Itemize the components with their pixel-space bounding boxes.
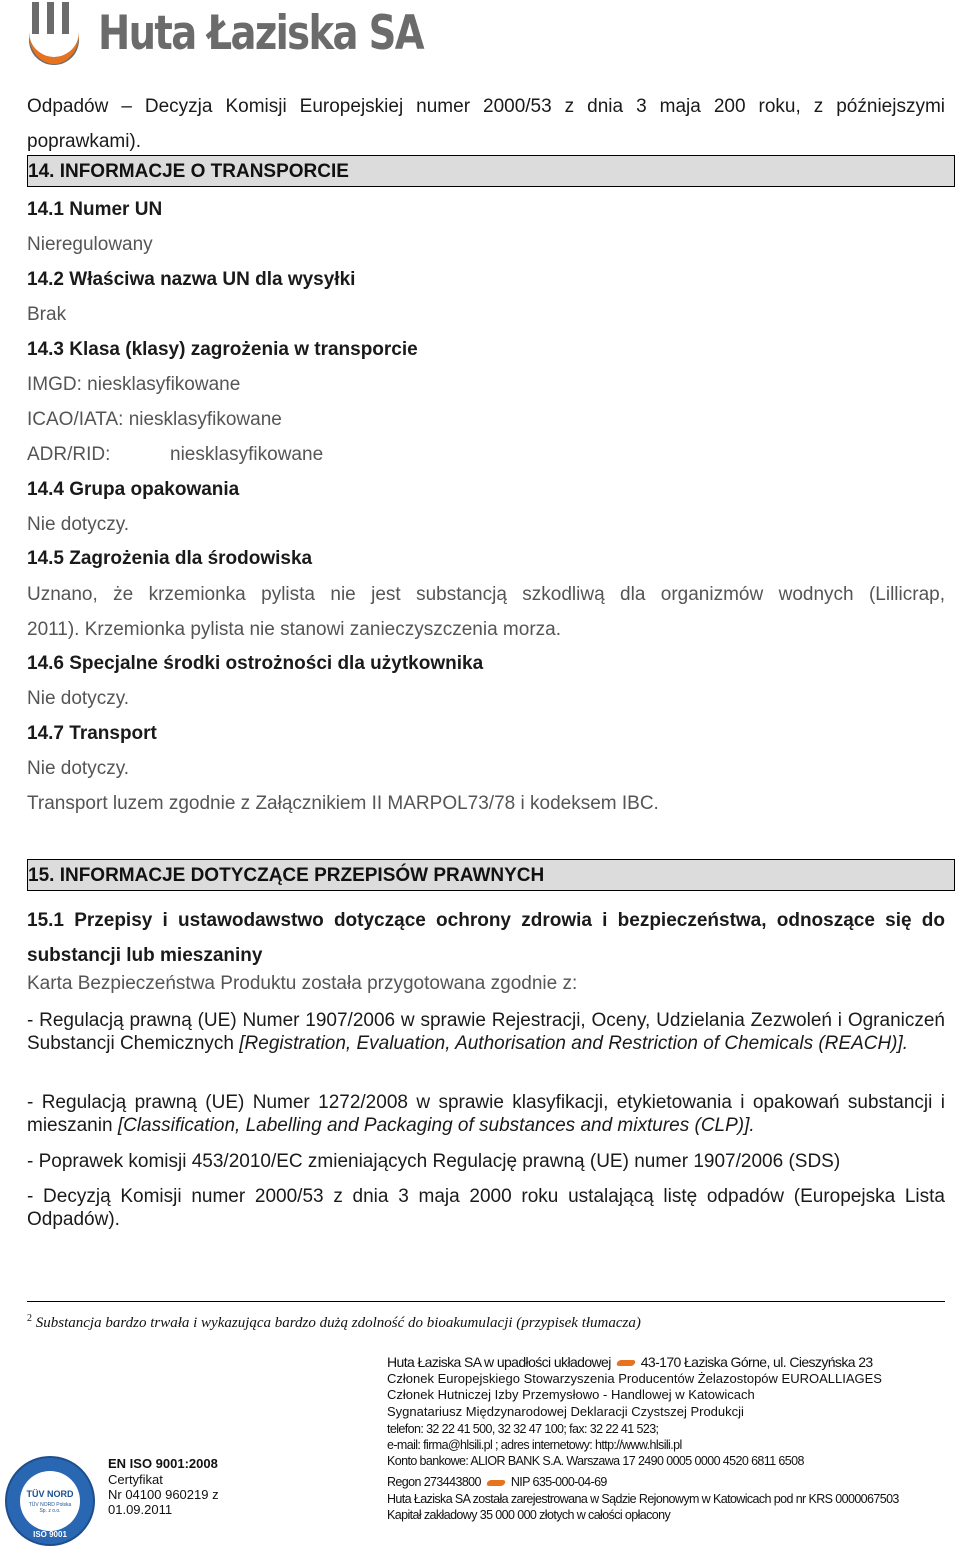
tuv-logo-top: TÜV NORD (26, 1489, 74, 1499)
footer-phone: telefon: 32 22 41 500, 32 32 47 100; fax: 32 22 41 523; (387, 1422, 659, 1436)
subsection-14-1-title: 14.1 Numer UN (27, 199, 163, 220)
environment-text-line1: Uznano, że krzemionka pylista nie jest substancją szkodliwą dla organizmów wodnych (Lillicrap, (27, 584, 945, 605)
nip: NIP 635-000-04-69 (510, 1475, 607, 1489)
subsection-14-4-value: Nie dotyczy. (27, 514, 130, 535)
membership-euroalliages: Członek Europejskiego Stowarzyszenia Producentów Żelazostopów EUROALLIAGES (387, 1371, 882, 1386)
section-14-title: 14. INFORMACJE O TRANSPORCIE (28, 161, 349, 182)
subsection-14-7-title: 14.7 Transport (27, 723, 157, 744)
section-14-header (27, 155, 955, 187)
imgd-classification: IMGD: niesklasyfikowane (27, 374, 241, 395)
subsection-14-1-value: Nieregulowany (27, 234, 153, 255)
intro-paragraph: Odpadów – Decyzja Komisji Europejskiej numer 2000/53 z dnia 3 maja 200 roku, z późniejszymi poprawkami). (27, 96, 945, 152)
adr-label: ADR/RID: (27, 444, 111, 465)
iso-title: EN ISO 9001:2008 (108, 1456, 218, 1471)
regulation-reach: - Regulacją prawną (UE) Numer 1907/2006 w sprawie Rejestracji, Oceny, Udzielania Zezwoleń i Ograniczeń Substancji Chemicznych [Registration, Evaluation, Authorisation and Restriction of Chemicals (REACH)]. (27, 1010, 945, 1054)
footnote (27, 1309, 641, 1333)
regulation-waste-list: - Decyzją Komisji numer 2000/53 z dnia 3 maja 2000 roku ustalającą listę odpadów (Europejska Lista Odpadów). (27, 1186, 945, 1230)
logo-text: Huta Łaziska SA (98, 6, 423, 61)
section-15-header (27, 859, 955, 891)
footnote-number: 2 (27, 1313, 32, 1324)
footnote-divider (27, 1301, 945, 1302)
cert-label: Certyfikat (108, 1472, 163, 1487)
adr-value: niesklasyfikowane (170, 444, 324, 465)
membership-chamber: Członek Hutniczej Izby Przemysłowo - Handlowej w Katowicach (387, 1387, 755, 1402)
footer-capital: Kapitał zakładowy 35 000 000 złotych w całości opłacony (387, 1508, 671, 1522)
subsection-14-2-value: Brak (27, 304, 67, 325)
cert-number: Nr 04100 960219 z (108, 1487, 219, 1502)
section-15-intro: Karta Bezpieczeństwa Produktu została przygotowana zgodnie z: (27, 973, 578, 994)
marpol-text: Transport luzem zgodnie z Załącznikiem II MARPOL73/78 i kodeksem IBC. (27, 793, 659, 814)
footer-company-line (387, 1354, 873, 1370)
footer-regon-line (387, 1474, 607, 1490)
tuv-logo-sub: TÜV NORD Polska Sp. z o.o. (28, 1502, 72, 1514)
footer-email: e-mail: firma@hlsili.pl ; adres internetowy: http://www.hlsili.pl (387, 1438, 682, 1452)
tuv-logo (4, 1455, 96, 1547)
icao-classification: ICAO/IATA: niesklasyfikowane (27, 409, 282, 430)
cleaner-production: Sygnatariusz Międzynarodowej Deklaracji Czystszej Produkcji (387, 1404, 744, 1419)
subsection-14-6-title: 14.6 Specjalne środki ostrożności dla użytkownika (27, 653, 484, 674)
company-name: Huta Łaziska SA w upadłości układowej (387, 1354, 611, 1370)
regulation-clp: - Regulacją prawną (UE) Numer 1272/2008 w sprawie klasyfikacji, etykietowania i opakowań substancji i mieszanin [Classification, Labelling and Packaging of substances and mixtures (CLP)]. (27, 1092, 945, 1136)
tuv-logo-bottom: ISO 9001 (33, 1530, 67, 1539)
logo-emblem-icon (26, 2, 82, 66)
orange-dash-icon (616, 1360, 636, 1366)
section-15-title: 15. INFORMACJE DOTYCZĄCE PRZEPISÓW PRAWNYCH (28, 865, 545, 886)
subsection-14-4-title: 14.4 Grupa opakowania (27, 479, 240, 500)
company-logo (26, 2, 423, 68)
subsection-14-5-title: 14.5 Zagrożenia dla środowiska (27, 548, 313, 569)
subsection-14-3-title: 14.3 Klasa (klasy) zagrożenia w transporcie (27, 339, 418, 360)
regon: Regon 273443800 (387, 1475, 481, 1489)
subsection-14-6-value: Nie dotyczy. (27, 688, 130, 709)
clp-italic: [Classification, Labelling and Packaging of substances and mixtures (CLP)]. (117, 1115, 755, 1136)
company-address: 43-170 Łaziska Górne, ul. Cieszyńska 23 (640, 1354, 873, 1370)
subsection-15-1-title: 15.1 Przepisy i ustawodawstwo dotyczące ochrony zdrowia i bezpieczeństwa, odnoszące się do substancji lub mieszaniny (27, 910, 945, 966)
subsection-14-2-title: 14.2 Właściwa nazwa UN dla wysyłki (27, 269, 356, 290)
footer-bank: Konto bankowe: ALIOR BANK S.A. Warszawa 17 2490 0005 0000 4520 6811 6508 (387, 1454, 804, 1468)
orange-dash-icon (486, 1480, 506, 1486)
reach-italic: [Registration, Evaluation, Authorisation and Restriction of Chemicals (REACH)]. (239, 1033, 909, 1054)
cert-date: 01.09.2011 (108, 1502, 173, 1517)
footer-krs: Huta Łaziska SA została zarejestrowana w Sądzie Rejonowym w Katowicach pod nr KRS 0000067503 (387, 1492, 899, 1506)
environment-text-line2: 2011). Krzemionka pylista nie stanowi zanieczyszczenia morza. (27, 619, 561, 640)
regulation-sds: - Poprawek komisji 453/2010/EC zmieniających Regulację prawną (UE) numer 1907/2006 (SDS) (27, 1151, 841, 1172)
footnote-text: Substancja bardzo trwała i wykazująca bardzo dużą zdolność do bioakumulacji (przypisek tłumacza) (35, 1315, 641, 1331)
subsection-14-7-value: Nie dotyczy. (27, 758, 130, 779)
